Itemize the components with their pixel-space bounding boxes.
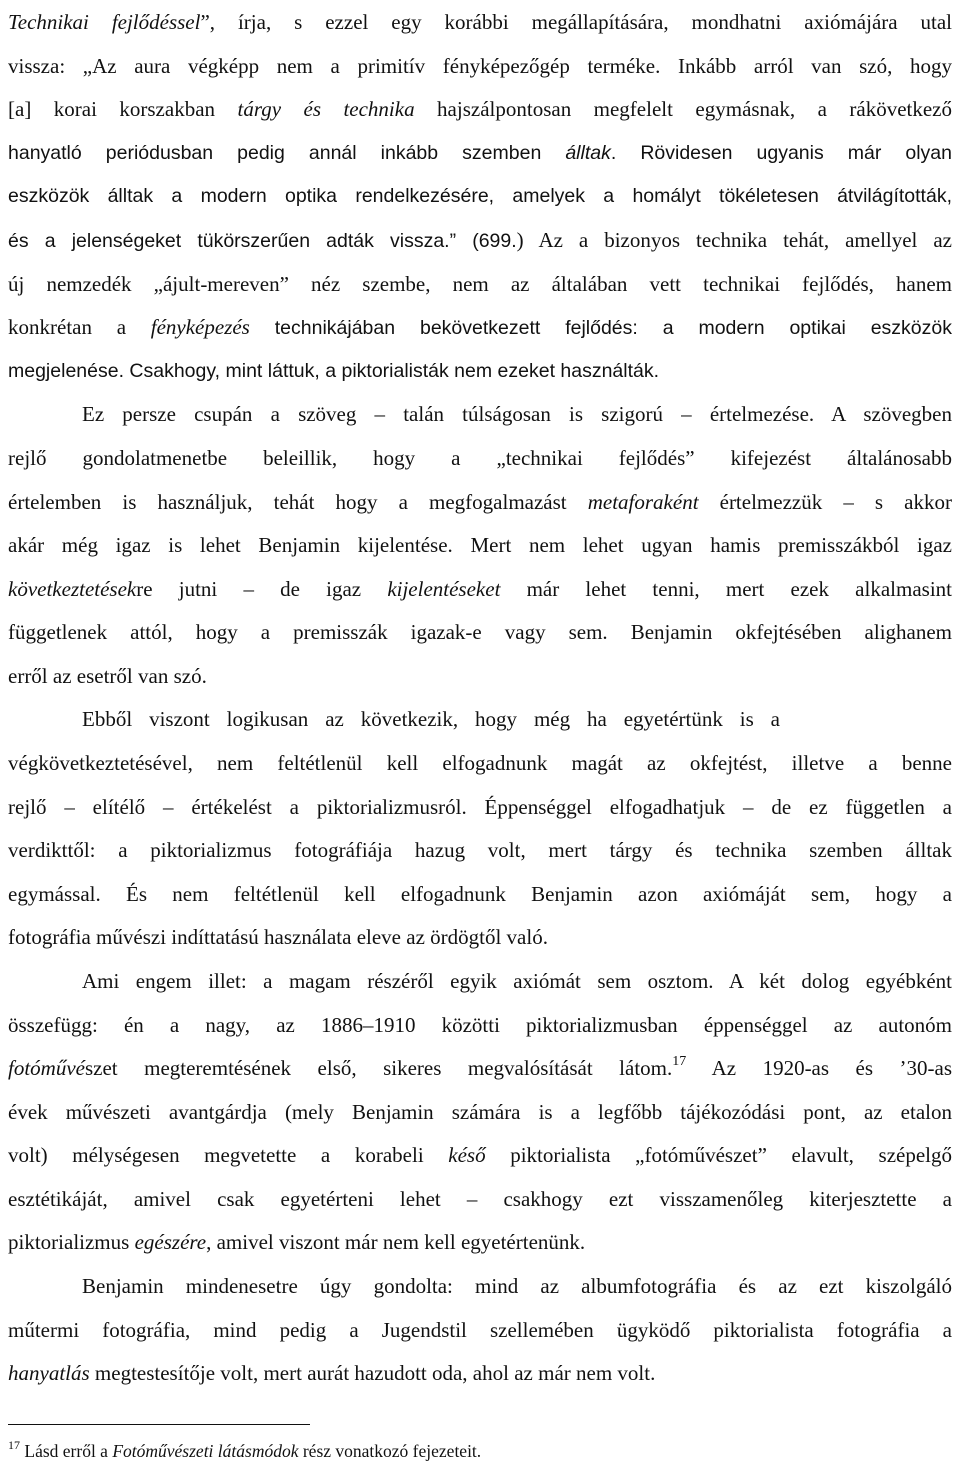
text-line — [8, 489, 952, 515]
text-run: rejlő gondolatmenetbe beleillik, hogy a „technikai fejlődés” kifejezést általánosabb — [8, 446, 952, 470]
text-run: és a jelenségeket tükörszerűen adták vissza.” (699. — [8, 230, 517, 252]
text-line — [82, 968, 952, 994]
text-run: . Rövidesen ugyanis már olyan — [610, 142, 952, 164]
text-run: álltak — [565, 142, 611, 164]
text-line — [8, 445, 952, 471]
text-run: egészére — [134, 1230, 207, 1254]
text-run: egymással. És nem feltétlenül kell elfogadnunk Benjamin azon axiómáját sem, hogy a — [8, 882, 952, 906]
footnote — [8, 1440, 481, 1462]
text-run: akár még igaz is lehet Benjamin kijelentése. — [8, 533, 471, 557]
text-line — [8, 227, 952, 253]
text-run: ) Az a bizonyos technika tehát, amellyel az — [516, 228, 952, 252]
text-line — [8, 1317, 952, 1343]
text-run: már lehet tenni, mert ezek alkalmasint — [500, 577, 952, 601]
text-line — [82, 706, 780, 732]
text-line — [8, 1142, 952, 1168]
text-run: megjelenése. Csakhogy, mint láttuk, a piktorialisták nem ezeket használták. — [8, 360, 660, 382]
text-run: konkrétan a — [8, 315, 151, 339]
text-run: Fotóművészeti látásmódok — [112, 1441, 299, 1461]
text-run: A szövegben — [831, 402, 952, 426]
text-line — [8, 576, 952, 602]
text-run: ”, írja, s ezzel egy korábbi megállapítására, mondhatni axiómájára utal — [200, 10, 953, 34]
text-run: fényképezés — [150, 315, 250, 339]
text-run: fotográfia művészi indíttatású használata eleve az ördögtől való. — [8, 925, 548, 949]
text-line — [8, 837, 952, 863]
text-run: Lásd erről a — [20, 1441, 113, 1461]
text-line — [8, 750, 952, 776]
text-run: volt) mélységesen megvetette a korabeli — [8, 1143, 449, 1167]
text-run: értelemben is használjuk, tehát hogy a megfogalmazást — [8, 490, 588, 514]
text-run: Ami engem illet: a magam részéről egyik axiómát sem osztom. A két dolog egyébként — [82, 969, 952, 993]
text-run: függetlenek attól, hogy a premisszák igazak-e vagy sem. Benjamin okfejtésében alighanem — [8, 620, 952, 644]
text-line — [8, 1012, 952, 1038]
text-run: rész vonatkozó fejezeteit. — [298, 1441, 482, 1461]
text-run: évek művészeti avantgárdja (mely Benjamin számára is a legfőbb tájékozódási pont, az etalon — [8, 1100, 952, 1124]
text-run: megtestesítője volt, mert aurát hazudott oda, ahol az már nem volt. — [89, 1361, 656, 1385]
text-run: szet megteremtésének első, sikeres megvalósítását látom. — [84, 1056, 673, 1080]
text-run: összefügg: én a nagy, az 1886–1910 közötti piktorializmusban éppenséggel az autonóm — [8, 1013, 952, 1037]
text-run: következtetések — [8, 577, 137, 601]
text-line — [8, 619, 952, 645]
text-run: Benjamin mindenesetre úgy gondolta: mind az albumfotográfia és az ezt kiszolgáló — [82, 1274, 952, 1298]
text-line — [8, 96, 952, 122]
text-run: Ebből viszont logikusan az következik, hogy még ha egyetértünk is a — [82, 707, 780, 731]
text-run: [a] korai korszakban — [8, 97, 238, 121]
text-line — [8, 183, 952, 209]
text-run: verdikttől: a piktorializmus fotográfiája hazug volt, mert tárgy és technika szemben álltak — [8, 838, 952, 862]
text-run: tárgy és technika — [237, 97, 415, 121]
text-run: piktorialista „fotóművészet” elavult, szépelgő — [485, 1143, 952, 1167]
text-run: eszközök álltak a modern optika rendelkezésére, amelyek a homályt tökéletesen átvilágították, — [8, 185, 952, 207]
footnote-number: 17 — [8, 1438, 20, 1452]
text-line — [8, 794, 952, 820]
text-line — [8, 663, 952, 689]
text-run: Az 1920-as és ’30-as — [686, 1056, 952, 1080]
text-run: végkövetkeztetésével, nem feltétlenül kell elfogadnunk magát az okfejtést, illetve a benne — [8, 751, 952, 775]
text-run: hanyatlás — [8, 1361, 90, 1385]
text-run: re jutni – de igaz — [136, 577, 388, 601]
text-line — [8, 140, 952, 166]
text-run: Technikai fejlődéssel — [8, 10, 201, 34]
text-line — [8, 532, 952, 558]
text-run: , amivel viszont már nem kell egyetértenünk. — [206, 1230, 586, 1254]
text-line — [8, 358, 952, 384]
text-run: esztétikáját, amivel csak egyetérteni lehet – csakhogy ezt visszamenőleg kiterjesztette a — [8, 1187, 952, 1211]
text-line — [8, 9, 952, 35]
text-run: fotóművé — [8, 1056, 85, 1080]
text-run: értelmezzük – s akkor — [698, 490, 952, 514]
text-run: műtermi fotográfia, mind pedig a Jugendstil szellemében ügyködő piktorialista fotográfia a — [8, 1318, 952, 1342]
text-line — [8, 1229, 952, 1255]
text-run: rejlő – elítélő – értékelést a piktorializmusról. Éppenséggel elfogadhatjuk – de ez független a — [8, 795, 952, 819]
text-run: Mert nem lehet ugyan hamis premisszákból igaz — [470, 533, 952, 557]
text-run: piktorializmus — [8, 1230, 135, 1254]
text-line — [8, 53, 952, 79]
text-line — [82, 1273, 952, 1299]
text-line — [8, 1360, 952, 1386]
text-line — [8, 1186, 952, 1212]
footnote-ref[interactable]: 17 — [672, 1054, 687, 1069]
text-run: hajszálpontosan megfelelt egymásnak, a rákövetkező — [414, 97, 952, 121]
text-run: kijelentéseket — [387, 577, 501, 601]
text-line — [8, 271, 952, 297]
text-run: metaforaként — [587, 490, 699, 514]
text-line — [8, 924, 952, 950]
text-line — [82, 401, 952, 427]
footnote-divider — [8, 1424, 310, 1425]
text-line — [8, 881, 952, 907]
text-run: hanyatló periódusban pedig annál inkább szemben — [8, 142, 566, 164]
text-run: technikájában bekövetkezett fejlődés: a modern optikai eszközök — [249, 317, 952, 339]
text-run: vissza: „Az aura végképp nem a primitív fényképezőgép terméke. Inkább arról van szó, hogy — [8, 54, 952, 78]
text-run: Ez persze csupán a szöveg – talán túlságosan is szigorú – értelmezése. — [82, 402, 832, 426]
text-line — [8, 314, 952, 340]
text-run: erről az esetről van szó. — [8, 664, 207, 688]
text-run: új nemzedék „ájult-mereven” néz szembe, nem az általában vett technikai fejlődés, hanem — [8, 272, 952, 296]
text-line — [8, 1055, 952, 1081]
text-line — [8, 1099, 952, 1125]
text-run: késő — [448, 1143, 486, 1167]
